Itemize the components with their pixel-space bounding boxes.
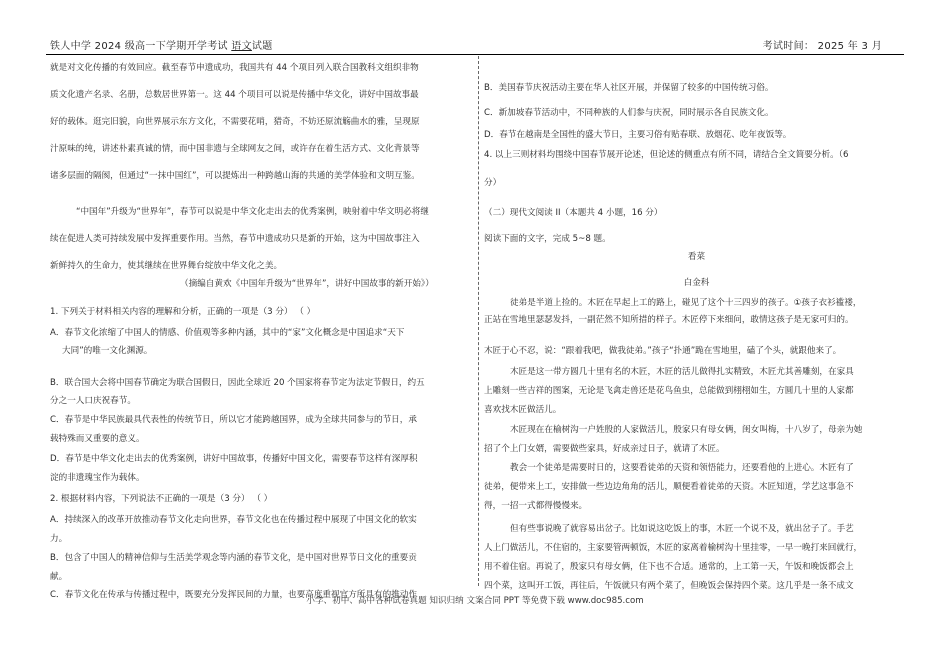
text-line: 看菜	[687, 252, 706, 262]
text-line: （摘编自黄欢《中国年升级为“世界年”，讲好中国故事的新开始》）	[180, 279, 434, 289]
text-line: 白金科	[683, 278, 710, 288]
text-line: 木匠于心不忍，说：“跟着我吧，做我徒弟。”孩子“扑通”跪在雪地里，磕了个头，就跟他来了。	[484, 346, 842, 356]
text-line: 徒弟是半道上捡的。木匠在早起上工的路上，碰见了这个十三四岁的孩子。①孩子衣衫褴褛，	[510, 298, 862, 308]
text-line: 分之一人口庆祝春节。	[50, 396, 136, 406]
text-line: C．春节文化在传承与传播过程中，既要充分发挥民间的力量，也要高度重视官方所具有的推动作	[50, 590, 417, 600]
text-line: 徒弟，便带来上工，安排做一些边边角角的活儿，顺便看着徒弟的天资。木匠知道，学艺这事急不	[484, 482, 854, 492]
text-line: B．美国春节庆祝活动主要在华人社区开展，并保留了较多的中国传统习俗。	[484, 83, 774, 93]
text-line: “中国年”升级为“世界年”，春节可以说是中华文化走出去的优秀案例，映射着中华文明必将继	[76, 207, 429, 217]
text-line: 1. 下列关于材料相关内容的理解和分析，正确的一项是（3 分） （ ）	[50, 307, 316, 317]
text-line: 汁原味的纯，讲述朴素真诚的情，而中国非遗与全球网友之间，或许存在着生活方式、文化背景等	[50, 144, 420, 154]
text-line: 但有些事说晚了就容易出岔子。比如说这吃饭上的事，木匠一个说不及，就出岔子了。手艺	[510, 524, 854, 534]
text-line: 质文化遗产名录、名册，总数居世界第一。这 44 个项目可以说是传播中华文化，讲好中国故事最	[50, 90, 419, 100]
text-line: 上雕刻一些吉祥的图案，无论是飞禽走兽还是花鸟鱼虫，总能做到栩栩如生，方圆几十里的人家都	[484, 386, 854, 396]
text-line: 分）	[484, 178, 502, 188]
text-line: A．春节文化浓缩了中国人的情感、价值观等多种内涵，其中的“家”文化概念是中国追求“天下	[50, 328, 405, 338]
header-rule	[46, 54, 904, 55]
text-line: 续在促进人类可持续发展中发挥重要作用。当然，春节申遗成功只是新的开始，这为中国故事注入	[50, 234, 420, 244]
text-line: C．春节是中华民族最具代表性的传统节日，所以它才能跨越国界，成为全球共同参与的节日，承	[50, 415, 417, 425]
text-line: 献。	[50, 572, 68, 582]
text-line: 喜欢找木匠做活儿。	[484, 405, 562, 415]
text-line: D．春节是中华文化走出去的优秀案例，讲好中国故事，传播好中国文化，需要春节这样有深厚积	[50, 454, 418, 464]
exam-subject: 语文	[231, 41, 252, 52]
text-line: 四个菜，这叫开工饭，再往后，午饭就只有两个菜了，但晚饭会保持四个菜。这几乎是一条不成文	[484, 581, 854, 591]
exam-title	[50, 37, 273, 52]
text-line: 正站在雪地里瑟瑟发抖，一副茫然不知所措的样子。木匠停下来细问，敢情这孩子是无家可归的。	[484, 315, 854, 325]
text-line: 招了个上门女婿，需要做些家具，好成亲过日子，就请了木匠。	[484, 444, 725, 454]
text-line: 2. 根据材料内容，下列说法不正确的一项是（3 分） （ ）	[50, 494, 273, 504]
text-line: 大同”的唯一文化渊源。	[62, 346, 153, 356]
text-line: 新鲜持久的生命力，使其继续在世界舞台绽放中华文化之美。	[50, 261, 283, 271]
column-divider	[478, 56, 479, 586]
text-line: 木匠是这一带方圆几十里有名的木匠，木匠的活儿做得扎实精致，木匠尤其善雕刻，在家具	[510, 367, 854, 377]
text-line: 力。	[50, 534, 68, 544]
text-line: 教会一个徒弟是需要时日的，这要看徒弟的天资和领悟能力，还要看他的上进心。木匠有了	[510, 463, 854, 473]
footer-text: 小学、初中、高中各种试卷真题 知识归纳 文案合同 PPT 等免费下载 www.doc985.com	[306, 596, 644, 606]
text-line: 人上门做活儿，不住宿的，主家要管两顿饭，木匠的家离着榆树沟十里挂零，一早一晚打来回就行，	[484, 543, 863, 553]
exam-title-suffix: 试题	[251, 41, 273, 52]
text-line: （二）现代文阅读 II（本题共 4 小题，16 分）	[484, 208, 663, 218]
text-line: 木匠现在在榆树沟一户姓殷的人家做活儿，殷家只有母女俩，闺女叫梅，十八岁了，母亲为她	[510, 425, 863, 435]
text-line: 好的载体。逛完旧貌，向世界展示东方文化，不需要花哨，猎奇，不妨还原流觞曲水的雅，呈现原	[50, 117, 420, 127]
text-line: 淀的非遗瑰宝作为载体。	[50, 473, 145, 483]
text-line: D．春节在越南是全国性的盛大节日，主要习俗有贴春联、放烟花、吃年夜饭等。	[484, 130, 792, 140]
text-line: 4. 以上三则材料均围绕中国春节展开论述，但论述的侧重点有所不同，请结合全文简要分析。（6	[484, 150, 849, 160]
text-line: 诸多层面的隔阂，但通过“一抹中国红”，可以提炼出一种跨越山海的共通的美学体验和文明互鉴。	[50, 171, 420, 181]
text-line: 载特殊而又重要的意义。	[50, 434, 145, 444]
text-line: 阅读下面的文字，完成 5~8 题。	[484, 234, 611, 244]
text-line: 得，一招一式都得慢慢来。	[484, 501, 588, 511]
exam-title-prefix: 铁人中学 2024 级高一下学期开学考试	[50, 41, 228, 52]
exam-time: 考试时间： 2025 年 3 月	[762, 41, 882, 52]
text-line: 用不着住宿。再说了，殷家只有母女俩，住下也不合适。通常的，上工第一天，午饭和晚饭都会上	[484, 562, 854, 572]
text-line: B．联合国大会将中国春节确定为联合国假日，因此全球近 20 个国家将春节定为法定节假日，约五	[50, 378, 425, 388]
text-line: A．持续深入的改革开放推动春节文化走向世界，春节文化也在传播过程中展现了中国文化的软实	[50, 515, 417, 525]
text-line: B．包含了中国人的精神信仰与生活美学观念等内涵的春节文化，是中国对世界节日文化的重要贡	[50, 553, 417, 563]
text-line: C．新加坡春节活动中，不同种族的人们参与庆祝，同时展示各自民族文化。	[484, 108, 774, 118]
text-line: 就是对文化传播的有效回应。截至春节申遗成功，我国共有 44 个项目列入联合国教科文组织非物	[50, 63, 419, 73]
